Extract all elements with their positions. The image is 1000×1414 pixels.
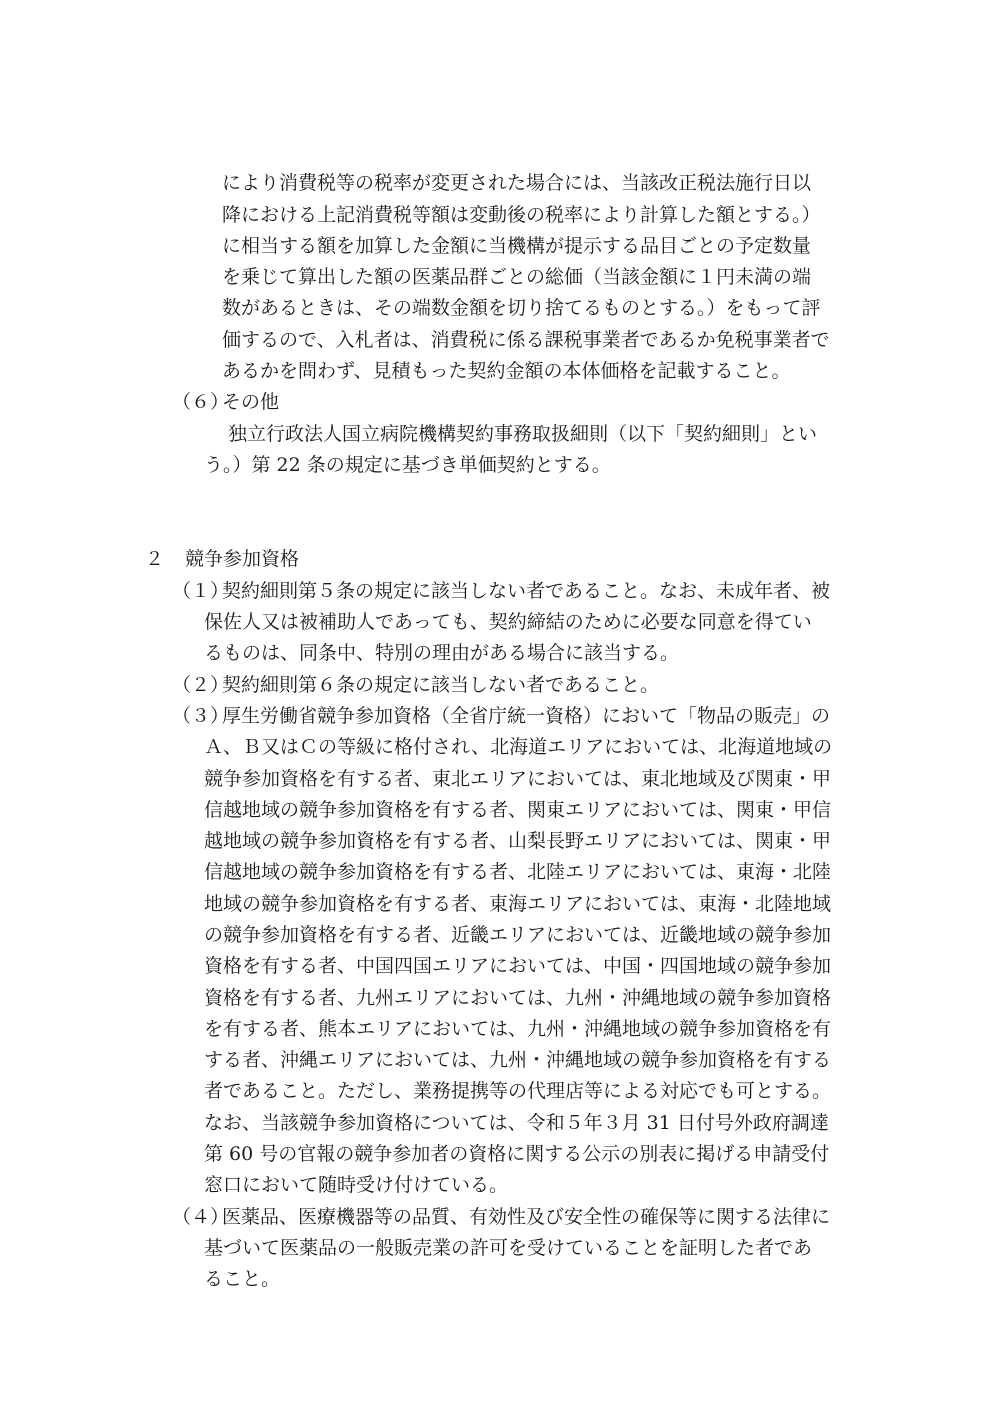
paragraph-line: 厚生労働省競争参加資格（全省庁統一資格）において「物品の販売」の xyxy=(222,705,831,727)
paragraph-line: 価するので、入札者は、消費税に係る課税事業者であるか免税事業者で xyxy=(222,329,830,351)
paragraph-line: あるかを問わず、見積もった契約金額の本体価格を記載すること。 xyxy=(222,360,791,382)
paragraph-line: なお、当該競争参加資格については、令和５年３月 31 日付号外政府調達 xyxy=(204,1112,829,1134)
section-title: 競争参加資格 xyxy=(185,548,300,570)
item-marker: （３） xyxy=(172,705,230,727)
paragraph-line: に相当する額を加算した金額に当機構が提示する品目ごとの予定数量 xyxy=(222,235,812,257)
paragraph-line: ること。 xyxy=(204,1268,281,1290)
paragraph-line: 医薬品、医療機器等の品質、有効性及び安全性の確保等に関する法律に xyxy=(222,1206,831,1228)
paragraph-line: 信越地域の競争参加資格を有する者、北陸エリアにおいては、東海・北陸 xyxy=(204,861,832,883)
item-title: その他 xyxy=(222,391,280,413)
paragraph-line: 者であること。ただし、業務提携等の代理店等による対応でも可とする。 xyxy=(204,1080,832,1102)
paragraph-line: する者、沖縄エリアにおいては、九州・沖縄地域の競争参加資格を有する xyxy=(204,1049,832,1071)
paragraph-line: を有する者、熊本エリアにおいては、九州・沖縄地域の競争参加資格を有 xyxy=(204,1018,832,1040)
paragraph-line: 競争参加資格を有する者、東北エリアにおいては、東北地域及び関東・甲 xyxy=(204,768,832,790)
paragraph-line: 数があるときは、その端数金額を切り捨てるものとする。）をもって評 xyxy=(222,297,821,319)
paragraph-line: 信越地域の競争参加資格を有する者、関東エリアにおいては、関東・甲信 xyxy=(204,799,832,821)
paragraph-line: 越地域の競争参加資格を有する者、山梨長野エリアにおいては、関東・甲 xyxy=(204,830,832,852)
paragraph-line: 資格を有する者、九州エリアにおいては、九州・沖縄地域の競争参加資格 xyxy=(204,987,832,1009)
paragraph-line: 契約細則第５条の規定に該当しない者であること。なお、未成年者、被 xyxy=(222,580,831,602)
paragraph-line: 契約細則第６条の規定に該当しない者であること。 xyxy=(222,674,660,696)
paragraph-line: 窓口において随時受け付けている。 xyxy=(204,1174,509,1196)
paragraph-line: 保佐人又は被補助人であっても、契約締結のために必要な同意を得てい xyxy=(204,611,812,633)
section-number: ２ xyxy=(145,548,165,570)
item-marker: （１） xyxy=(172,580,230,602)
paragraph-line: 降における上記消費税等額は変動後の税率により計算した額とする。） xyxy=(222,204,821,226)
item-marker: （２） xyxy=(172,674,230,696)
paragraph-line: により消費税等の税率が変更された場合には、当該改正税法施行日以 xyxy=(222,172,812,194)
paragraph-line: 独立行政法人国立病院機構契約事務取扱細則（以下「契約細則」とい xyxy=(228,423,818,445)
paragraph-line: Ａ、Ｂ又はＣの等級に格付され、北海道エリアにおいては、北海道地域の xyxy=(204,736,833,758)
paragraph-line: 資格を有する者、中国四国エリアにおいては、中国・四国地域の競争参加 xyxy=(204,955,832,977)
paragraph-line: 基づいて医薬品の一般販売業の許可を受けていることを証明した者であ xyxy=(204,1237,813,1259)
paragraph-line: 第 60 号の官報の競争参加者の資格に関する公示の別表に掲げる申請受付 xyxy=(204,1143,830,1165)
paragraph-line: う。）第 22 条の規定に基づき単価契約とする。 xyxy=(204,454,611,476)
paragraph-line: るものは、同条中、特別の理由がある場合に該当する。 xyxy=(204,642,680,664)
paragraph-line: を乗じて算出した額の医薬品群ごとの総価（当該金額に１円未満の端 xyxy=(222,266,812,288)
paragraph-line: 地域の競争参加資格を有する者、東海エリアにおいては、東海・北陸地域 xyxy=(204,893,832,915)
paragraph-line: の競争参加資格を有する者、近畿エリアにおいては、近畿地域の競争参加 xyxy=(204,924,832,946)
item-marker: （４） xyxy=(172,1206,230,1228)
item-marker: （６） xyxy=(172,391,230,413)
